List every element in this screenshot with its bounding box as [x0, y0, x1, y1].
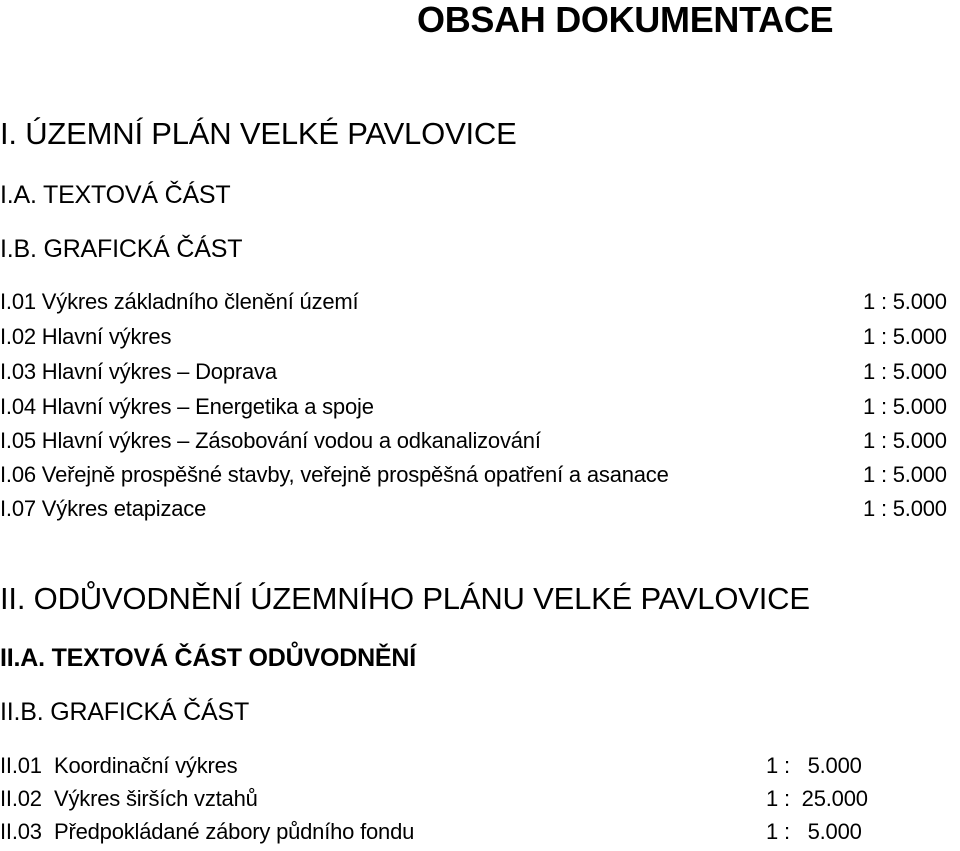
drawing-item-scale: 1 : 5.000 [766, 819, 862, 844]
drawing-item-scale: 1 : 5.000 [766, 753, 862, 778]
drawing-item-label: I.07 Výkres etapizace [0, 496, 207, 521]
drawing-item-code: II.03 [0, 819, 42, 844]
drawing-item-scale: 1 : 5.000 [863, 496, 947, 521]
drawing-item-label: I.03 Hlavní výkres – Doprava [0, 359, 277, 384]
drawing-item-scale: 1 : 25.000 [766, 786, 868, 811]
part-1-heading: I. ÚZEMNÍ PLÁN VELKÉ PAVLOVICE [0, 116, 517, 151]
drawing-item-code: II.02 [0, 786, 42, 811]
drawing-item-label: I.01 Výkres základního členění území [0, 289, 359, 314]
part-2-heading: II. ODŮVODNĚNÍ ÚZEMNÍHO PLÁNU VELKÉ PAVLOVICE [0, 581, 810, 616]
drawing-item-code: II.01 [0, 753, 42, 778]
drawing-item-scale: 1 : 5.000 [863, 428, 947, 453]
part-2-section-a: II.A. TEXTOVÁ ČÁST ODŮVODNĚNÍ [0, 644, 417, 672]
part-1-section-b: I.B. GRAFICKÁ ČÁST [0, 235, 243, 263]
drawing-item-label: Výkres širších vztahů [54, 786, 258, 811]
drawing-item-scale: 1 : 5.000 [863, 289, 947, 314]
part-2-section-b: II.B. GRAFICKÁ ČÁST [0, 698, 250, 726]
document-title: OBSAH DOKUMENTACE [417, 0, 834, 40]
drawing-item-label: I.04 Hlavní výkres – Energetika a spoje [0, 394, 374, 419]
part-1-section-a: I.A. TEXTOVÁ ČÁST [0, 181, 231, 209]
drawing-item-scale: 1 : 5.000 [863, 394, 947, 419]
drawing-item-label: I.06 Veřejně prospěšné stavby, veřejně prospěšná opatření a asanace [0, 462, 669, 487]
drawing-item-scale: 1 : 5.000 [863, 359, 947, 384]
drawing-item-scale: 1 : 5.000 [863, 462, 947, 487]
drawing-item-label: Předpokládané zábory půdního fondu [54, 819, 415, 844]
drawing-item-label: I.02 Hlavní výkres [0, 324, 172, 349]
drawing-item-scale: 1 : 5.000 [863, 324, 947, 349]
drawing-item-label: I.05 Hlavní výkres – Zásobování vodou a odkanalizování [0, 428, 541, 453]
drawing-item-label: Koordinační výkres [54, 753, 238, 778]
